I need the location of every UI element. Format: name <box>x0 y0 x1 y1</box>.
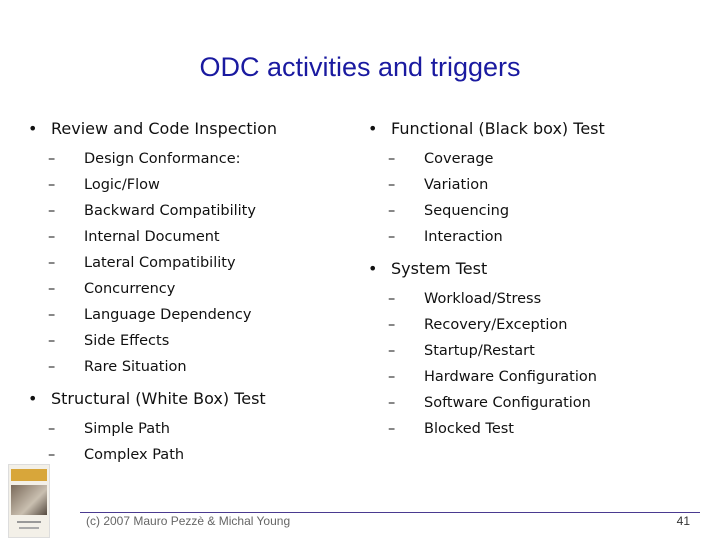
dash-icon: – <box>388 343 396 359</box>
list-item: – Sequencing <box>388 198 708 224</box>
dash-icon: – <box>388 291 396 307</box>
dash-icon: – <box>388 317 396 333</box>
footer-copyright: (c) 2007 Mauro Pezzè & Michal Young <box>86 514 291 528</box>
list-item: – Internal Document <box>48 224 358 250</box>
dash-icon: – <box>48 281 56 297</box>
list-item: – Variation <box>388 172 708 198</box>
right-column <box>368 118 708 450</box>
dash-icon: – <box>388 395 396 411</box>
dash-icon: – <box>48 229 56 245</box>
list-item: – Design Conformance: <box>48 146 358 172</box>
section-heading: • Review and Code Inspection <box>28 119 278 138</box>
dash-icon: – <box>48 203 56 219</box>
bullet-icon: • <box>368 119 378 138</box>
dash-icon: – <box>48 333 56 349</box>
list-item: – Side Effects <box>48 328 358 354</box>
left-column <box>28 118 358 476</box>
book-cover-icon <box>8 464 50 538</box>
list-item: – Simple Path <box>48 416 358 442</box>
list-item: – Backward Compatibility <box>48 198 358 224</box>
list-item: – Interaction <box>388 224 708 250</box>
list-item: – Language Dependency <box>48 302 358 328</box>
list-item: – Workload/Stress <box>388 286 708 312</box>
dash-icon: – <box>388 177 396 193</box>
book-photo <box>11 485 47 515</box>
book-author-line <box>17 521 41 523</box>
dash-icon: – <box>48 359 56 375</box>
dash-icon: – <box>388 421 396 437</box>
list-item: – Coverage <box>388 146 708 172</box>
dash-icon: – <box>48 421 56 437</box>
list-item: – Concurrency <box>48 276 358 302</box>
list-item: – Hardware Configuration <box>388 364 708 390</box>
dash-icon: – <box>48 447 56 463</box>
bullet-icon: • <box>28 389 38 408</box>
section-items <box>28 416 358 468</box>
list-item: – Recovery/Exception <box>388 312 708 338</box>
list-item: – Blocked Test <box>388 416 708 442</box>
dash-icon: – <box>388 229 396 245</box>
list-item: – Rare Situation <box>48 354 358 380</box>
bullet-icon: • <box>28 119 38 138</box>
list-item: – Lateral Compatibility <box>48 250 358 276</box>
section-heading: • Structural (White Box) Test <box>28 389 266 408</box>
dash-icon: – <box>388 203 396 219</box>
book-title-band <box>11 469 47 481</box>
section-heading: • Functional (Black box) Test <box>368 119 605 138</box>
list-item: – Startup/Restart <box>388 338 708 364</box>
footer-divider <box>80 512 700 513</box>
list-item: – Software Configuration <box>388 390 708 416</box>
dash-icon: – <box>48 307 56 323</box>
slide-title: ODC activities and triggers <box>199 52 521 82</box>
page-number: 41 <box>676 514 690 528</box>
dash-icon: – <box>48 255 56 271</box>
dash-icon: – <box>48 177 56 193</box>
list-item: – Logic/Flow <box>48 172 358 198</box>
dash-icon: – <box>388 151 396 167</box>
section-items <box>368 286 708 442</box>
bullet-icon: • <box>368 259 378 278</box>
section-heading: • System Test <box>368 259 488 278</box>
section-items <box>28 146 358 380</box>
book-author-line <box>19 527 39 529</box>
list-item: – Complex Path <box>48 442 358 468</box>
dash-icon: – <box>48 151 56 167</box>
section-items <box>368 146 708 250</box>
dash-icon: – <box>388 369 396 385</box>
